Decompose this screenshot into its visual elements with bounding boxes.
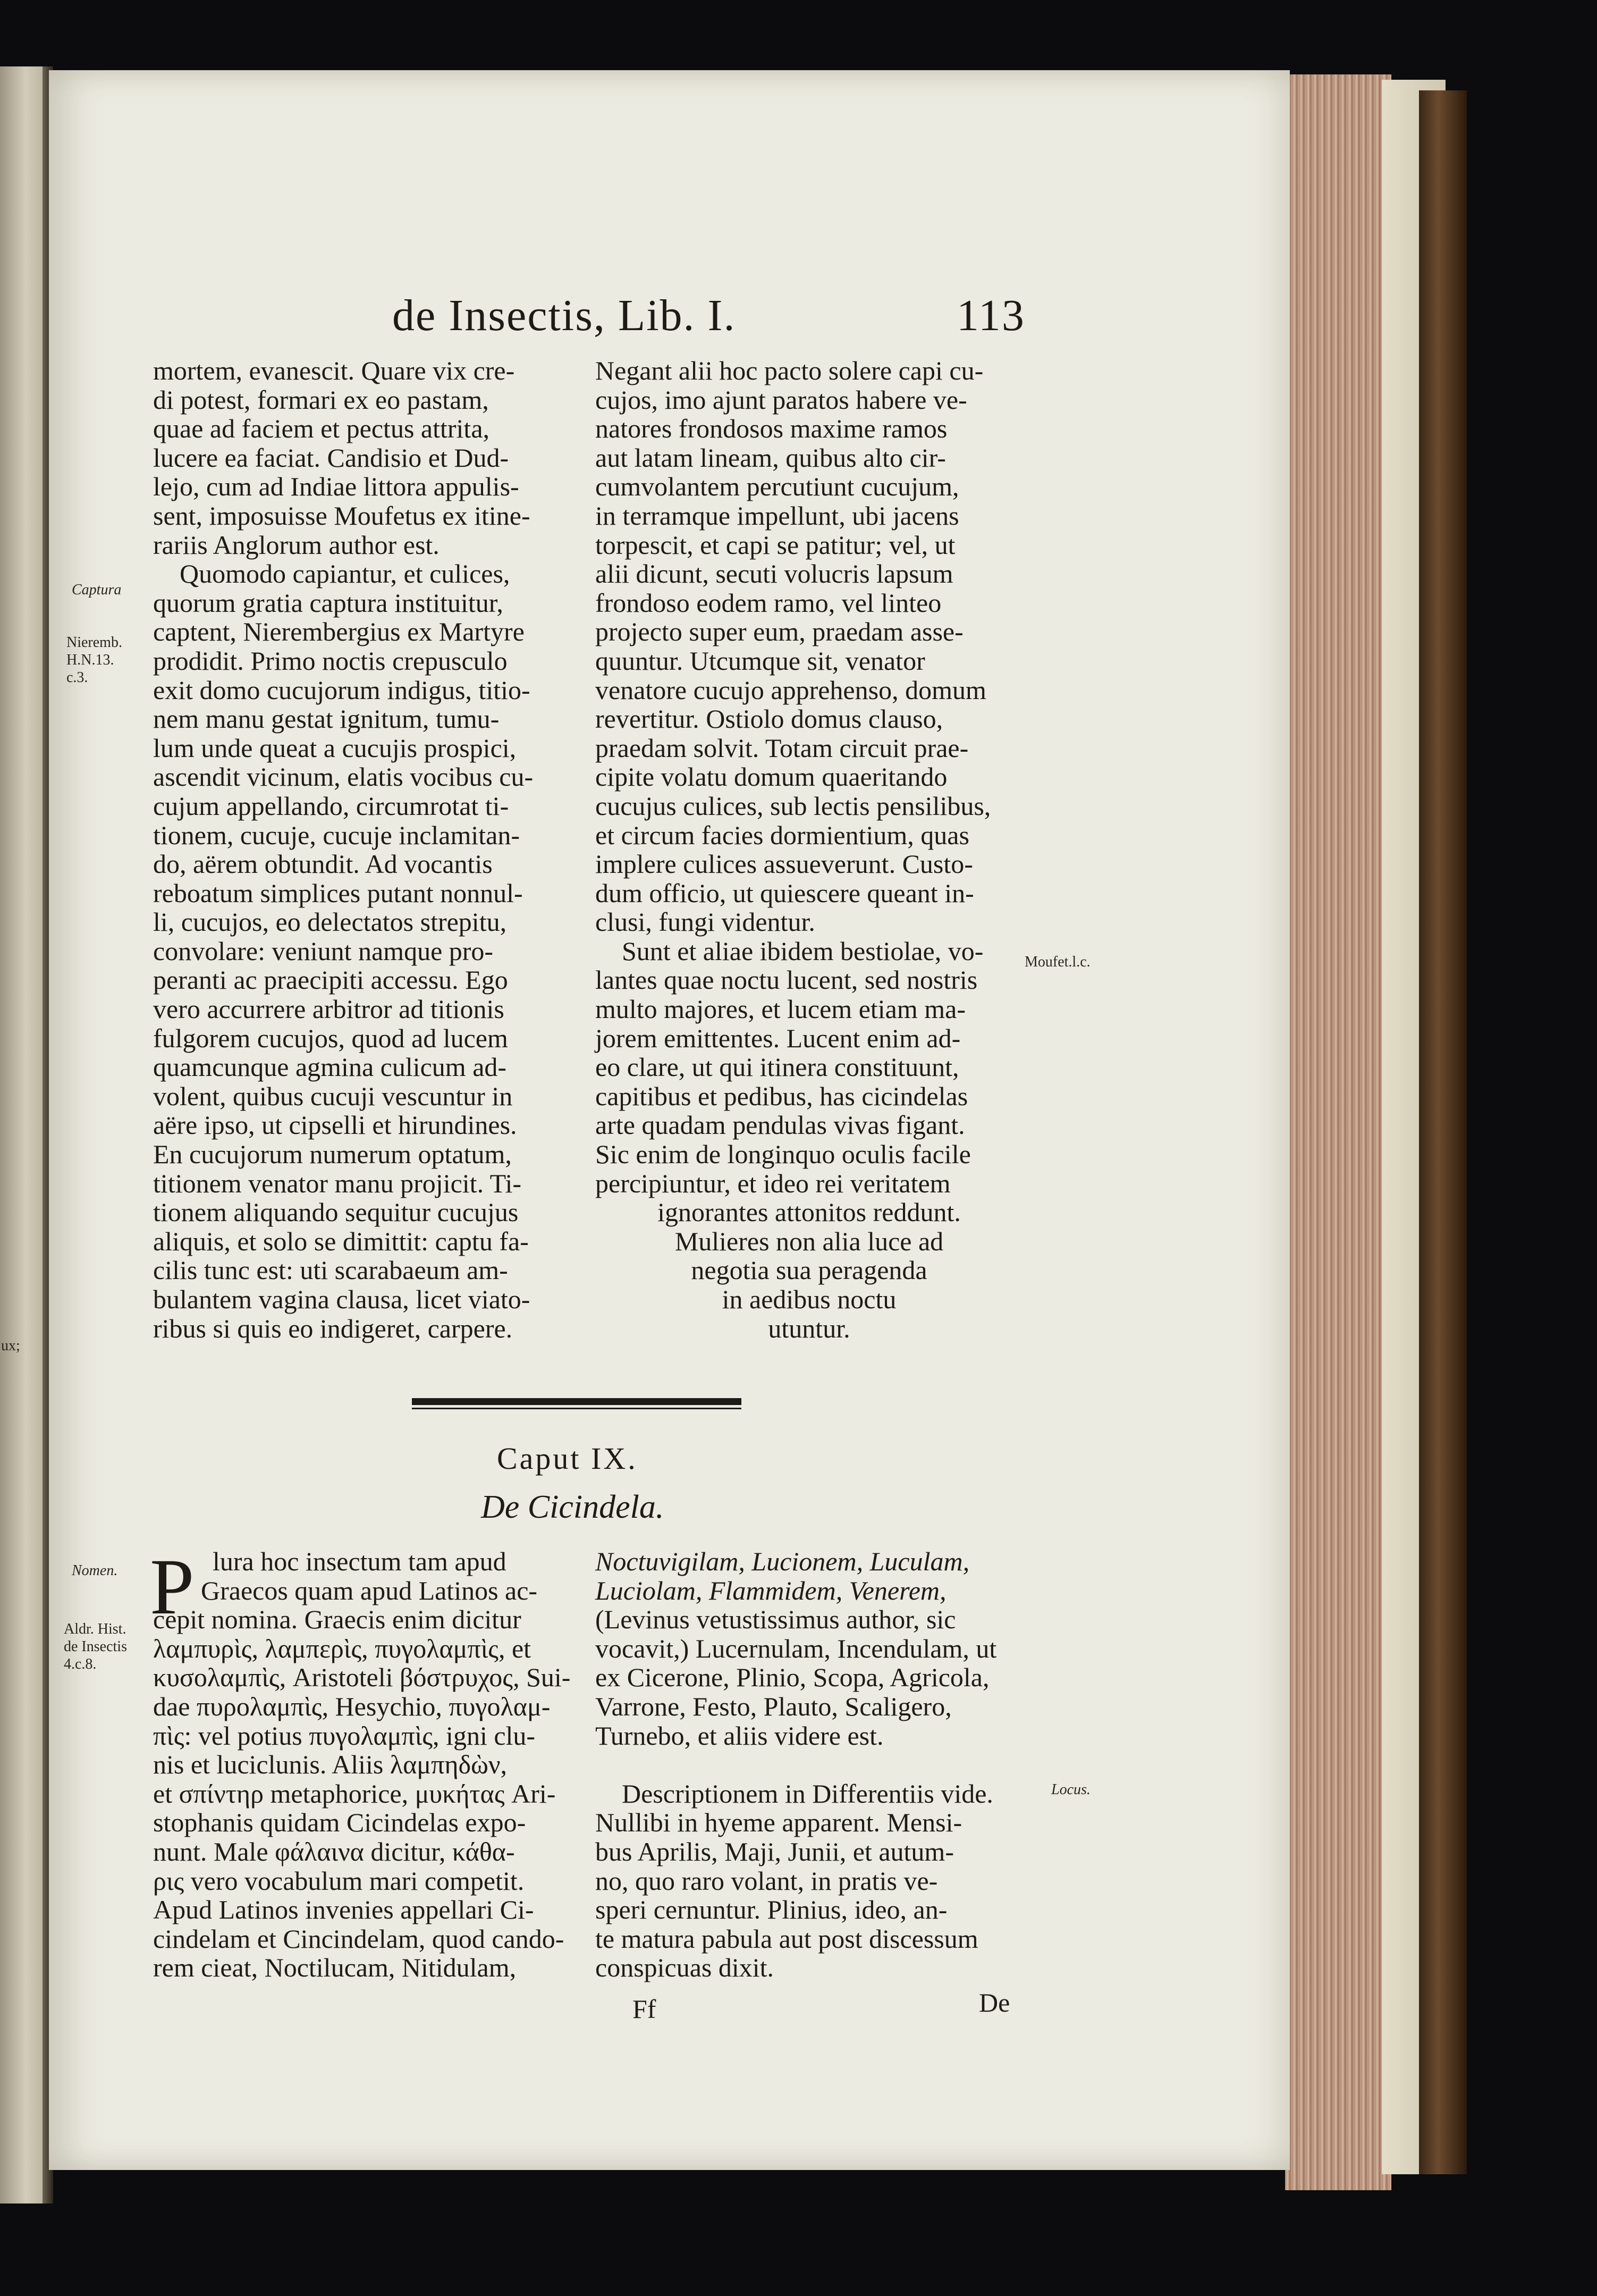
margin-note-nomen: Nomen.: [72, 1562, 118, 1579]
text-line: rariis Anglorum author est.: [153, 529, 440, 560]
text-line: projecto super eum, praedam asse-: [595, 617, 964, 647]
text-line: torpescit, et capi se patitur; vel, ut: [595, 529, 956, 560]
text-line: natores frondosos maxime ramos: [595, 414, 948, 444]
text-line: Luciolam, Flammidem, Venerem,: [595, 1575, 947, 1605]
margin-note-line: Nieremb.: [66, 634, 122, 651]
text-line: tionem, cucuje, cucuje inclamitan-: [153, 820, 520, 850]
text-line: aëre ipso, ut cipselli et hirundines.: [153, 1110, 517, 1140]
text-line: et σπίντηρ metaphorice, μυκήτας Ari-: [153, 1778, 556, 1809]
lower-right-column: [595, 1547, 1023, 1982]
upper-left-column: [153, 356, 581, 1343]
blank-line: [595, 1750, 1023, 1779]
margin-note-nieremb: [66, 634, 122, 686]
margin-note-line: H.N.13.: [66, 652, 114, 668]
text-line: volent, quibus cucuji vescuntur in: [153, 1081, 513, 1111]
margin-note-line: 4.c.8.: [64, 1656, 97, 1672]
text-line: cucujus culices, sub lectis pensilibus,: [595, 790, 991, 821]
text-line: capitibus et pedibus, has cicindelas: [595, 1081, 968, 1111]
text-line: lantes quae noctu lucent, sed nostris: [595, 965, 978, 995]
signature-mark: Ff: [632, 1994, 656, 2024]
text-line: lejo, cum ad Indiae littora appulis-: [153, 472, 519, 502]
text-line: ignorantes attonitos reddunt.: [657, 1197, 961, 1227]
text-line: lucere ea faciat. Candisio et Dud-: [153, 442, 509, 473]
text-line: praedam solvit. Totam circuit prae-: [595, 733, 969, 763]
chapter-number: Caput IX.: [497, 1441, 638, 1476]
text-line: reboatum simplices putant nonnul-: [153, 878, 523, 908]
text-line: cilis tunc est: uti scarabaeum am-: [153, 1255, 508, 1285]
text-line: cujum appellando, circumrotat ti-: [153, 790, 509, 821]
text-line: titionem venator manu projicit. Ti-: [153, 1168, 521, 1198]
text-line: sent, imposuisse Moufetus ex itine-: [153, 500, 530, 531]
margin-note-line: c.3.: [66, 669, 88, 686]
section-rule: [412, 1398, 741, 1405]
text-line: lum unde queat a cucujis prospici,: [153, 733, 517, 763]
text-line: stophanis quidam Cicindelas expo-: [153, 1807, 526, 1838]
text-line: alii dicunt, secuti volucris lapsum: [595, 559, 953, 589]
text-line: utuntur.: [768, 1313, 850, 1343]
text-line: nunt. Male φάλαινα dicitur, κάθα-: [153, 1836, 515, 1866]
text-line: quamcunque agmina culicum ad-: [153, 1052, 507, 1082]
text-line: speri cernuntur. Plinius, ideo, an-: [595, 1895, 948, 1925]
chapter-title: De Cicindela.: [481, 1489, 664, 1525]
text-line: negotia sua peragenda: [691, 1255, 927, 1285]
text-line: venatore cucujo apprehenso, domum: [595, 675, 986, 705]
text-line: Varrone, Festo, Plauto, Scaligero,: [595, 1691, 952, 1721]
text-line: bus Aprilis, Maji, Junii, et autum-: [595, 1836, 954, 1866]
text-line: dum officio, ut quiescere queant in-: [595, 878, 974, 908]
text-line: vocavit,) Lucernulam, Incendulam, ut: [595, 1633, 997, 1663]
margin-note-aldr: [64, 1620, 127, 1673]
text-line: li, cucujos, eo delectatos strepitu,: [153, 907, 507, 937]
text-line: jorem emittentes. Lucent enim ad-: [595, 1023, 961, 1053]
upper-right-column: [595, 356, 1023, 1343]
text-line: Nullibi in hyeme apparent. Mensi-: [595, 1807, 962, 1838]
text-line: no, quo raro volant, in pratis ve-: [595, 1865, 938, 1896]
text-line: eo clare, ut qui itinera constituunt,: [595, 1052, 959, 1082]
text-line: clusi, fungi videntur.: [595, 907, 815, 937]
section-rule-thin: [412, 1408, 741, 1409]
text-line: do, aërem obtundit. Ad vocantis: [153, 849, 493, 879]
text-line: revertitur. Ostiolo domus clauso,: [595, 704, 943, 734]
text-line: dae πυρολαμπὶς, Hesychio, πυγολαμ-: [153, 1691, 551, 1721]
text-line: peranti ac praecipiti accessu. Ego: [153, 965, 508, 995]
text-line: πὶς: vel potius πυγολαμπὶς, igni clu-: [153, 1720, 536, 1751]
text-line: arte quadam pendulas vivas figant.: [595, 1110, 965, 1140]
text-line: exit domo cucujorum indigus, titio-: [153, 675, 530, 705]
catchword: De: [979, 1988, 1010, 2017]
text-line: vero accurrere arbitror ad titionis: [153, 994, 504, 1024]
text-line: prodidit. Primo noctis crepusculo: [153, 645, 508, 676]
text-line: implere culices assueverunt. Custo-: [595, 849, 973, 879]
text-line: quuntur. Utcumque sit, venator: [595, 645, 925, 676]
text-line: aut latam lineam, quibus alto cir-: [595, 442, 946, 473]
text-line: lura hoc insectum tam apud: [213, 1546, 506, 1576]
text-line: cumvolantem percutiunt cucujum,: [595, 472, 959, 502]
text-line: nis et luciclunis. Aliis λαμπηδὼν,: [153, 1750, 508, 1780]
text-line: Sunt et aliae ibidem bestiolae, vo-: [622, 936, 984, 966]
text-line: fulgorem cucujos, quod ad lucem: [153, 1023, 508, 1053]
text-line: conspicuas dixit.: [595, 1953, 774, 1983]
text-line: di potest, formari ex eo pastam,: [153, 384, 489, 415]
text-line: cindelam et Cincindelam, quod cando-: [153, 1923, 564, 1954]
text-line: convolare: veniunt namque pro-: [153, 936, 494, 966]
left-page-fragment: ux;: [1, 1338, 20, 1354]
book-cover: [1419, 90, 1467, 2174]
text-line: κυσολαμπὶς, Aristoteli βόστρυχος, Sui-: [153, 1662, 571, 1693]
margin-note-line: de Insectis: [64, 1638, 127, 1655]
lower-left-column: [153, 1547, 581, 1982]
text-line: Graecos quam apud Latinos ac-: [201, 1575, 538, 1605]
text-line: Noctuvigilam, Lucionem, Luculam,: [595, 1546, 970, 1576]
left-page-edge: [0, 66, 47, 2204]
drop-cap: P: [150, 1543, 195, 1631]
text-line: Apud Latinos invenies appellari Ci-: [153, 1895, 534, 1925]
text-line: captent, Nierembergius ex Martyre: [153, 617, 525, 647]
text-line: in terramque impellunt, ubi jacens: [595, 500, 959, 531]
text-line: quae ad faciem et pectus attrita,: [153, 414, 490, 444]
text-line: frondoso eodem ramo, vel linteo: [595, 587, 942, 618]
margin-note-line: Aldr. Hist.: [64, 1621, 126, 1637]
text-line: multo majores, et lucem etiam ma-: [595, 994, 966, 1024]
text-line: cepit nomina. Graecis enim dicitur: [153, 1604, 521, 1635]
text-line: Mulieres non alia luce ad: [674, 1226, 944, 1256]
text-line: aliquis, et solo se dimittit: captu fa-: [153, 1226, 529, 1256]
text-line: λαμπυρὶς, λαμπερὶς, πυγολαμπὶς, et: [153, 1633, 531, 1663]
text-line: tionem aliquando sequitur cucujus: [153, 1197, 519, 1227]
text-line: Negant alii hoc pacto solere capi cu-: [595, 356, 984, 385]
text-line: percipiuntur, et ideo rei veritatem: [595, 1168, 951, 1198]
text-line: te matura pabula aut post discessum: [595, 1923, 978, 1954]
text-line: mortem, evanescit. Quare vix cre-: [153, 356, 515, 385]
text-line: nem manu gestat ignitum, tumu-: [153, 704, 500, 734]
margin-note-locus: Locus.: [1051, 1781, 1091, 1798]
text-line: Quomodo capiantur, et culices,: [180, 559, 510, 589]
text-line: quorum gratia captura instituitur,: [153, 587, 503, 618]
text-line: ribus si quis eo indigeret, carpere.: [153, 1313, 513, 1343]
text-line: ascendit vicinum, elatis vocibus cu-: [153, 762, 534, 792]
text-line: rem cieat, Noctilucam, Nitidulam,: [153, 1953, 517, 1983]
text-line: Turnebo, et aliis videre est.: [595, 1720, 884, 1751]
text-line: ex Cicerone, Plinio, Scopa, Agricola,: [595, 1662, 990, 1693]
text-line: in aedibus noctu: [722, 1284, 897, 1314]
text-line: (Levinus vetustissimus author, sic: [595, 1604, 956, 1635]
text-line: ρις vero vocabulum mari competit.: [153, 1865, 525, 1896]
margin-note-captura: Captura: [72, 582, 122, 598]
page-number: 113: [957, 291, 1025, 340]
text-line: cipite volatu domum quaeritando: [595, 762, 948, 792]
text-line: bulantem vagina clausa, licet viato-: [153, 1284, 530, 1314]
running-title: de Insectis, Lib. I.: [392, 291, 736, 340]
fore-edge: [1285, 74, 1391, 2190]
text-line: En cucujorum numerum optatum,: [153, 1139, 512, 1170]
text-line: Sic enim de longinquo oculis facile: [595, 1139, 971, 1170]
text-line: et circum facies dormientium, quas: [595, 820, 969, 850]
margin-note-moufet: Moufet.l.c.: [1025, 954, 1091, 970]
text-line: Descriptionem in Differentiis vide.: [622, 1778, 993, 1809]
text-line: cujos, imo ajunt paratos habere ve-: [595, 384, 967, 415]
